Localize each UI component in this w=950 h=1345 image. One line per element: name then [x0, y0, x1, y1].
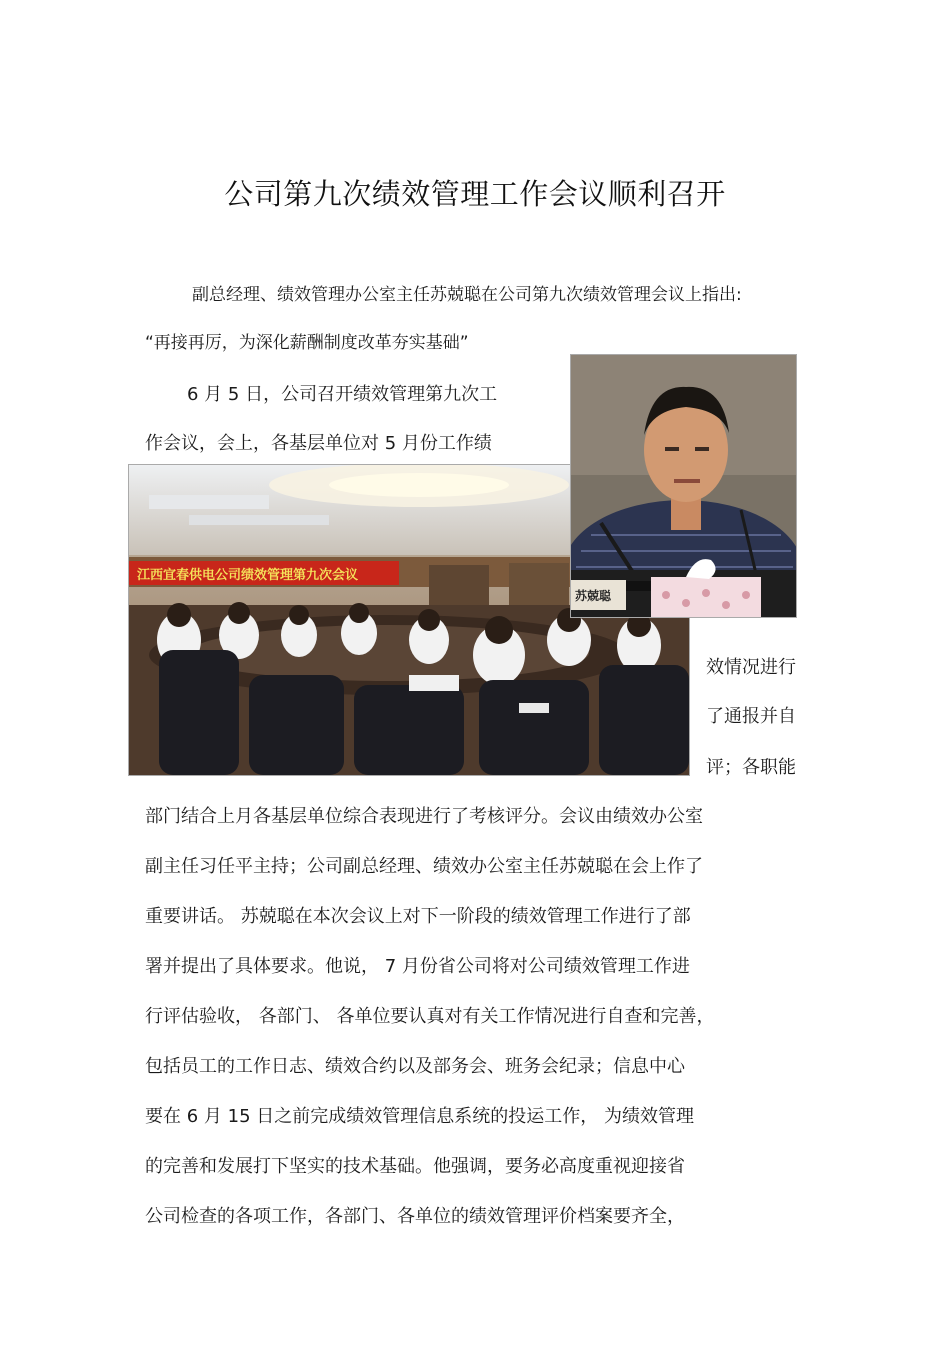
subtitle-line-1: 副总经理、绩效管理办公室主任苏兢聪在公司第九次绩效管理会议上指出:: [192, 285, 742, 305]
body-line-9: 署并提出了具体要求。他说， 7 月份省公司将对公司绩效管理工作进: [145, 956, 690, 977]
speaker-photo: [570, 354, 797, 618]
body-line-8: 重要讲话。 苏兢聪在本次会议上对下一阶段的绩效管理工作进行了部: [145, 906, 691, 927]
body-line-13: 的完善和发展打下坚实的技术基础。他强调，要务必高度重视迎接省: [145, 1156, 685, 1177]
subtitle-line-2: “再接再厉，为深化薪酬制度改革夯实基础”: [145, 333, 469, 353]
body-line-5: 评；各职能: [706, 757, 796, 778]
body-line-6: 部门结合上月各基层单位综合表现进行了考核评分。会议由绩效办公室: [145, 806, 703, 827]
body-line-2: 作会议，会上，各基层单位对 5 月份工作绩: [145, 433, 492, 454]
page-title: 公司第九次绩效管理工作会议顺利召开: [224, 177, 726, 211]
body-line-1: 6 月 5 日，公司召开绩效管理第九次工: [187, 384, 498, 405]
meeting-banner-text: 江西宜春供电公司绩效管理第九次会议: [137, 568, 359, 583]
body-line-14: 公司检查的各项工作，各部门、各单位的绩效管理评价档案要齐全，: [145, 1206, 685, 1227]
body-line-10: 行评估验收， 各部门、 各单位要认真对有关工作情况进行自查和完善，: [145, 1006, 715, 1027]
body-line-4: 了通报并自: [706, 706, 796, 727]
body-line-11: 包括员工的工作日志、绩效合约以及部务会、班务会纪录；信息中心: [145, 1056, 685, 1077]
body-line-7: 副主任习任平主持；公司副总经理、绩效办公室主任苏兢聪在会上作了: [145, 856, 703, 877]
speaker-nameplate-text: 苏兢聪: [575, 589, 612, 603]
body-line-3: 效情况进行: [706, 657, 796, 678]
body-line-12: 要在 6 月 15 日之前完成绩效管理信息系统的投运工作， 为绩效管理: [145, 1106, 694, 1127]
